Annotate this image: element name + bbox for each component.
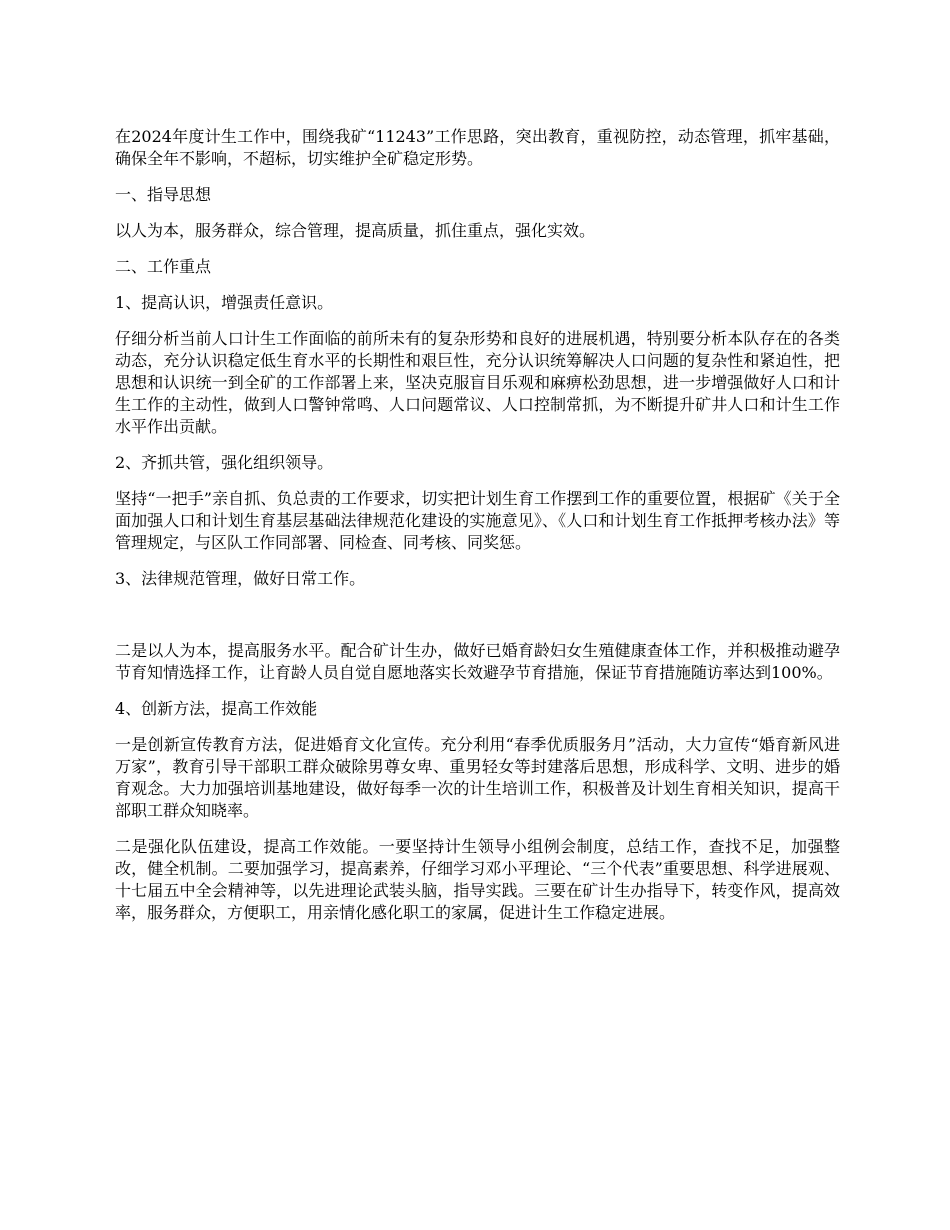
innovation-publicity-paragraph: 一是创新宣传教育方法，促进婚育文化宣传。充分利用“春季优质服务月”活动，大力宣传“婚育新风进万家”，教育引导干部职工群众破除男尊女卑、重男轻女等封建落后思想，形成科学、文明、进步的婚育观念。大力加强培训基地建设，做好每季一次的计生培训工作，积极普及计划生育相关知识，提高干部职工群众知晓率。: [115, 735, 840, 820]
team-building-paragraph: 二是强化队伍建设，提高工作效能。一要坚持计生领导小组例会制度，总结工作，查找不足，加强整改，健全机制。二要加强学习，提高素养，仔细学习邓小平理论、“三个代表”重要思想、科学进展观、十七届五中全会精神等，以先进理论武装头脑，指导实践。三要在矿计生办指导下，转变作风，提高效率，服务群众，方便职工，用亲情化感化职工的家属，促进计生工作稳定进展。: [115, 837, 840, 922]
service-level-paragraph: 二是以人为本，提高服务水平。配合矿计生办，做好已婚育龄妇女生殖健康查体工作，并积极推动避孕节育知情选择工作，让育龄人员自觉自愿地落实长效避孕节育措施，保证节育措施随访率达到100%。: [115, 641, 840, 682]
subheading-raise-awareness: 1、提高认识，增强责任意识。: [115, 293, 334, 312]
subheading-joint-management: 2、齐抓共管，强化组织领导。: [115, 453, 334, 472]
intro-paragraph: 在2024年度计生工作中，围绕我矿“11243”工作思路，突出教育，重视防控，动态管理，抓牢基础，确保全年不影响，不超标，切实维护全矿稳定形势。: [115, 127, 840, 168]
document-body: [115, 126, 840, 938]
blank-gap: [115, 604, 840, 640]
section-heading-guiding-thought: 一、指导思想: [115, 185, 212, 204]
subheading-innovation: 4、创新方法，提高工作效能: [115, 699, 318, 718]
raise-awareness-paragraph: 仔细分析当前人口计生工作面临的前所未有的复杂形势和良好的进展机遇，特别要分析本队存在的各类动态，充分认识稳定低生育水平的长期性和艰巨性，充分认识统筹解决人口问题的复杂性和紧迫性，把思想和认识统一到全矿的工作部署上来，坚决克服盲目乐观和麻痹松劲思想，进一步增强做好人口和计生工作的主动性，做到人口警钟常鸣、人口问题常议、人口控制常抓，为不断提升矿井人口和计生工作水平作出贡献。: [115, 329, 840, 436]
subheading-legal-management: 3、法律规范管理，做好日常工作。: [115, 569, 366, 588]
section-heading-work-focus: 二、工作重点: [115, 257, 212, 276]
joint-management-paragraph: 坚持“一把手”亲自抓、负总责的工作要求，切实把计划生育工作摆到工作的重要位置，根据矿《关于全面加强人口和计划生育基层基础法律规范化建设的实施意见》、《人口和计划生育工作抵押考核办法》等管理规定，与区队工作同部署、同检查、同考核、同奖惩。: [115, 489, 840, 552]
guiding-thought-paragraph: 以人为本，服务群众，综合管理，提高质量，抓住重点，强化实效。: [115, 221, 596, 240]
